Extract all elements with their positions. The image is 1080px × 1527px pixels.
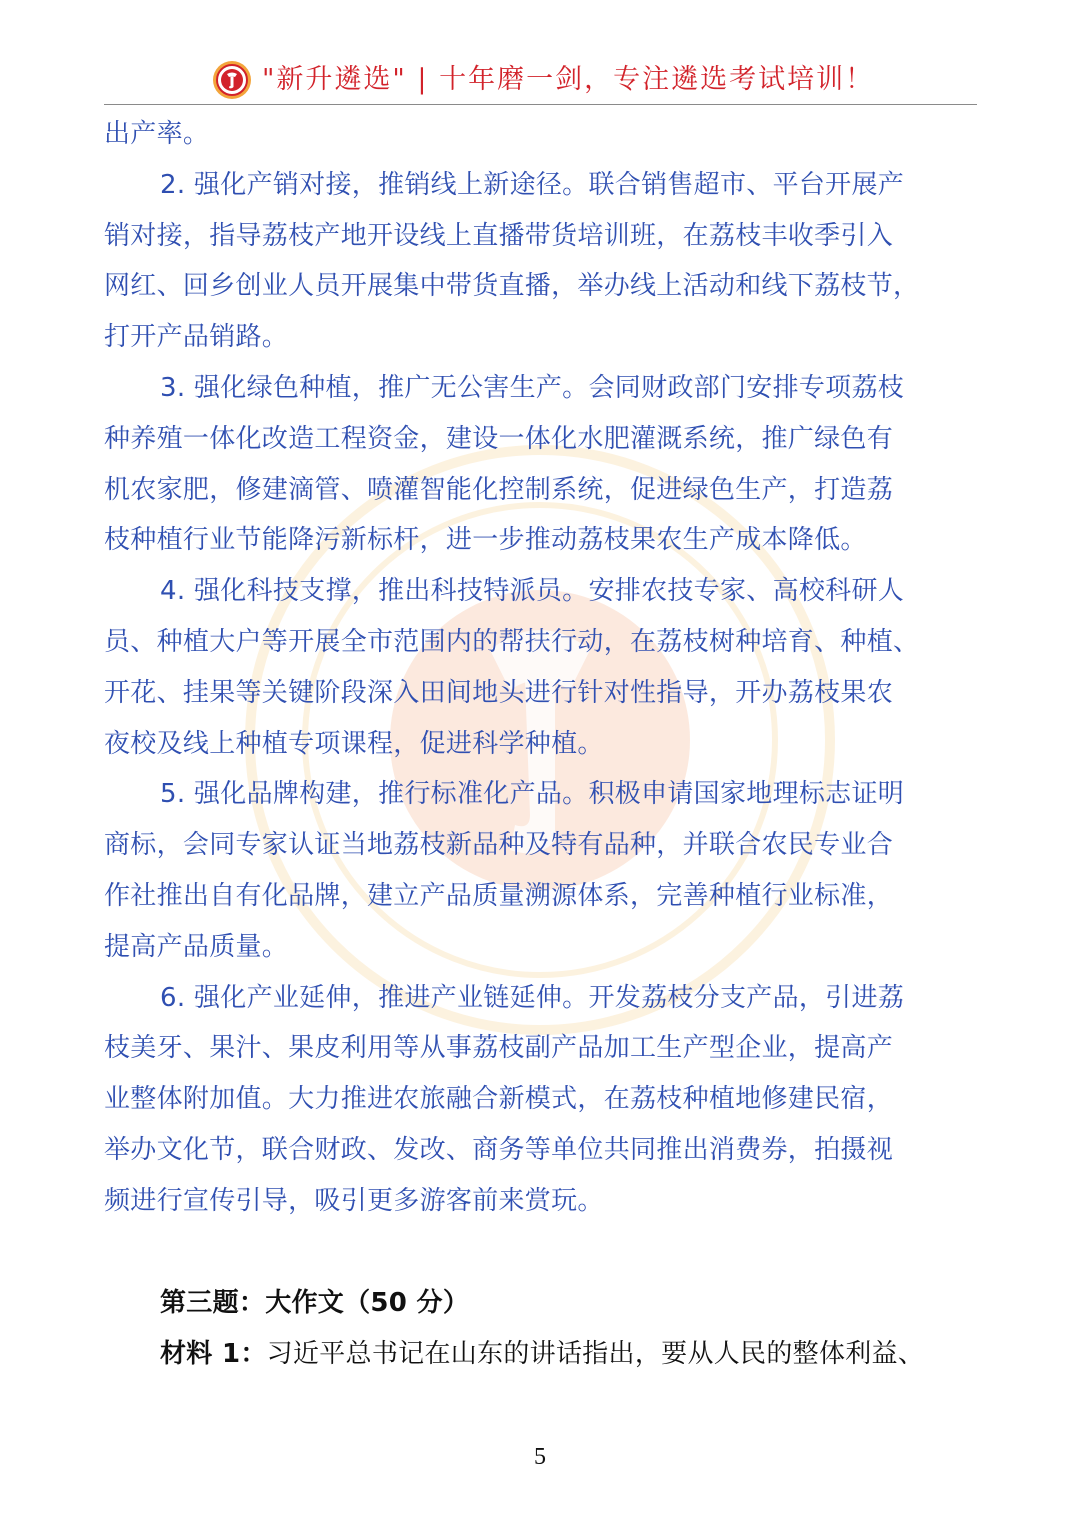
text-line: 员、种植大户等开展全市范围内的帮扶行动，在荔枝树种培育、种植、 [104,626,920,657]
text-line: 枝种植行业节能降污新标杆，进一步推动荔枝果农生产成本降低。 [104,525,867,556]
text-line: 开花、挂果等关键阶段深入田间地头进行针对性指导，开办荔枝果农 [104,677,894,708]
text-line: 业整体附加值。大力推进农旅融合新模式，在荔枝种植地修建民宿， [104,1084,894,1115]
text-line: 夜校及线上种植专项课程，促进科学种植。 [104,728,604,759]
material-label: 材料 1： [160,1339,267,1369]
material-line [104,1329,977,1380]
paragraph-item-4 [104,566,977,769]
text-line: 5. 强化品牌构建，推行标准化产品。积极申请国家地理标志证明 [160,779,905,810]
page-header [0,56,1080,106]
text-line: 打开产品销路。 [104,322,289,353]
material-text: 习近平总书记在山东的讲话指出，要从人民的整体利益、 [266,1339,925,1369]
text-line: 4. 强化科技支撑，推出科技特派员。安排农技专家、高校科研人 [160,576,905,607]
paragraph-continuation [104,109,977,160]
header-slogan: "新升遴选" | 十年磨一剑，专注遴选考试培训！ [262,64,875,95]
header-divider [104,104,977,105]
page-number: 5 [534,1444,546,1470]
paragraph-item-5 [104,769,977,972]
paragraph-item-2 [104,160,977,363]
text-line: 频进行宣传引导，吸引更多游客前来赏玩。 [104,1185,604,1216]
text-line: 提高产品质量。 [104,931,289,962]
text-line: 机农家肥，修建滴管、喷灌智能化控制系统，促进绿色生产，打造荔 [104,474,894,505]
paragraph-item-6 [104,973,977,1227]
text-line: 出产率。 [104,119,210,149]
text-line: 3. 强化绿色种植，推广无公害生产。会同财政部门安排专项荔枝 [160,372,905,403]
text-line: 2. 强化产销对接，推销线上新途径。联合销售超市、平台开展产 [160,169,905,200]
text-line: 商标，会同专家认证当地荔枝新品种及特有品种，并联合农民专业合 [104,830,894,861]
paragraph-item-3 [104,363,977,566]
text-line: 6. 强化产业延伸，推进产业链延伸。开发荔枝分支产品，引进荔 [160,982,905,1013]
document-body [104,109,977,1227]
text-line: 销对接，指导荔枝产地开设线上直播带货培训班，在荔枝丰收季引入 [104,220,894,251]
text-line: 举办文化节，联合财政、发改、商务等单位共同推出消费券，拍摄视 [104,1134,894,1165]
text-line: 网红、回乡创业人员开展集中带货直播，举办线上活动和线下荔枝节， [104,271,920,302]
seal-logo-icon [212,60,252,100]
text-line: 枝美牙、果汁、果皮利用等从事荔枝副产品加工生产型企业，提高产 [104,1033,894,1064]
section-title: 第三题：大作文（50 分） [160,1288,470,1318]
text-line: 种养殖一体化改造工程资金，建设一体化水肥灌溉系统，推广绿色有 [104,423,894,454]
question-section [104,1278,977,1380]
text-line: 作社推出自有化品牌，建立产品质量溯源体系，完善种植行业标准， [104,880,894,911]
